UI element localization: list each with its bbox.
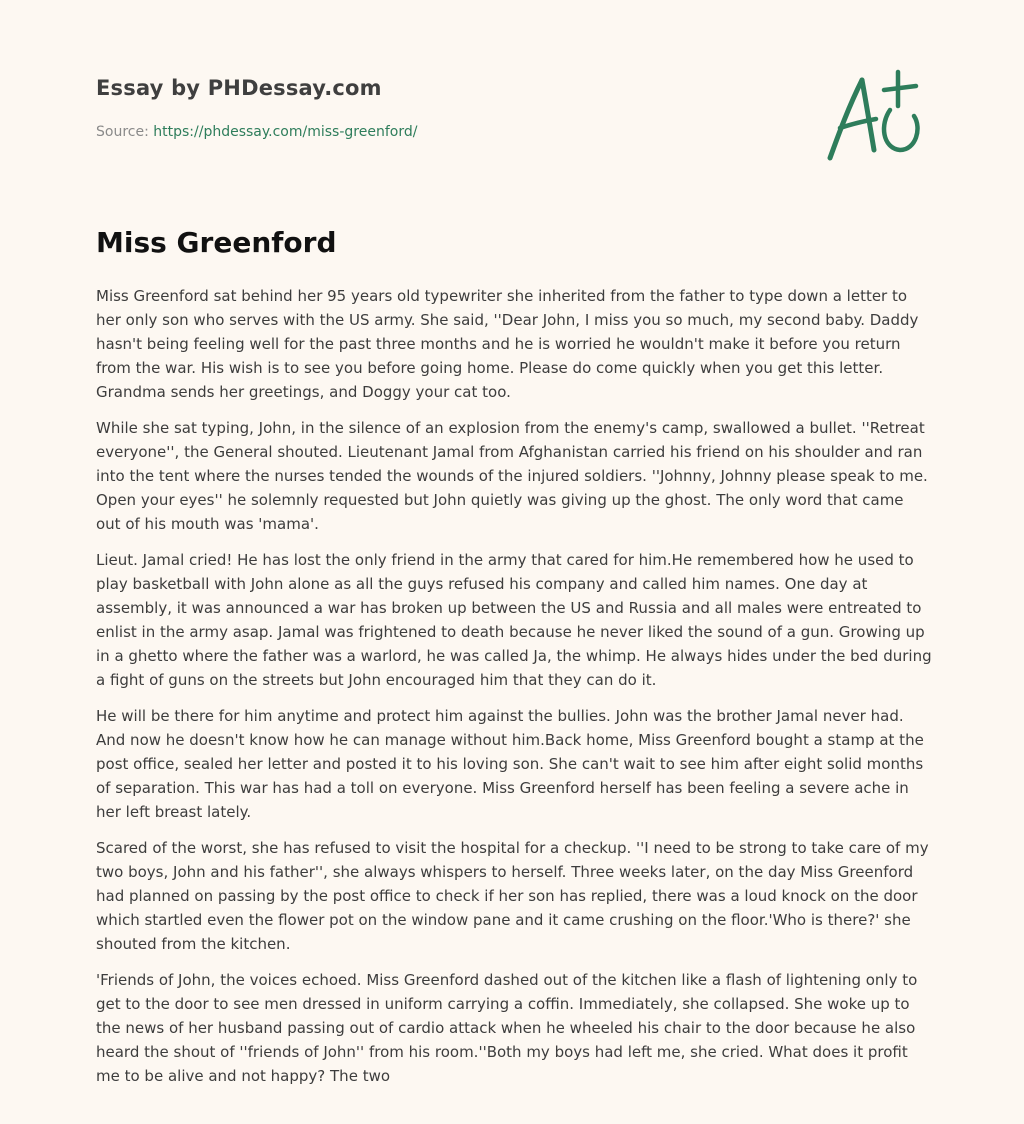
essay-paragraph: While she sat typing, John, in the silence of an explosion from the enemy's camp, swallowed a bullet. ''Retreat everyone'', the General shouted. Lieutenant Jamal from Afghanistan carried his friend on his shoulder and ran into the tent where the nurses tended the wounds of the injured soldiers. ''Johnny, Johnny please speak to me. Open your eyes'' he solemnly requested but John quietly was giving up the ghost. The only word that came out of his mouth was 'mama'. [96,419,928,533]
essay-paragraph: Scared of the worst, she has refused to visit the hospital for a checkup. ''I need to be strong to take care of my two boys, John and his father'', she always whispers to herself. Three weeks later, on the day Miss Greenford had planned on passing by the post office to check if her son has replied, there was a loud knock on the door which startled even the flower pot on the window pane and it came crushing on the floor.'Who is there?' she shouted from the kitchen. [96,839,929,953]
a-plus-logo-icon [824,66,928,166]
essay-paragraph: 'Friends of John, the voices echoed. Miss Greenford dashed out of the kitchen like a flash of lightening only to get to the door to see men dressed in uniform carrying a coffin. Immediately, she collapsed. She woke up to the news of her husband passing out of cardio attack when he wheeled his chair to the door because he also heard the shout of ''friends of John'' from his room.''Both my boys had left me, she cried. What does it profit me to be alive and not happy? The two [96,971,918,1085]
source-link[interactable]: https://phdessay.com/miss-greenford/ [153,124,418,140]
source-label: Source: [96,124,149,140]
site-brand: Essay by PHDessay.com [96,76,382,100]
essay-paragraph: Miss Greenford sat behind her 95 years old typewriter she inherited from the father to type down a letter to her only son who serves with the US army. She said, ''Dear John, I miss you so much, my second baby. Daddy hasn't being feeling well for the past three months and he is worried he wouldn't make it before you return from the war. His wish is to see you before going home. Please do come quickly when you get this letter. Grandma sends her greetings, and Doggy your cat too. [96,287,919,401]
source-line [96,124,417,140]
essay-title: Miss Greenford [96,226,337,259]
essay-paragraph: He will be there for him anytime and protect him against the bullies. John was the brother Jamal never had. And now he doesn't know how he can manage without him.Back home, Miss Greenford bought a stamp at the post office, sealed her letter and posted it to his loving son. She can't wait to see him after eight solid months of separation. This war has had a toll on everyone. Miss Greenford herself has been feeling a severe ache in her left breast lately. [96,707,924,821]
essay-paragraph: Lieut. Jamal cried! He has lost the only friend in the army that cared for him.He remembered how he used to play basketball with John alone as all the guys refused his company and called him names. One day at assembly, it was announced a war has broken up between the US and Russia and all males were entreated to enlist in the army asap. Jamal was frightened to death because he never liked the sound of a gun. Growing up in a ghetto where the father was a warlord, he was called Ja, the whimp. He always hides under the bed during a fight of guns on the streets but John encouraged him that they can do it. [96,551,932,689]
essay-body [96,284,932,1100]
